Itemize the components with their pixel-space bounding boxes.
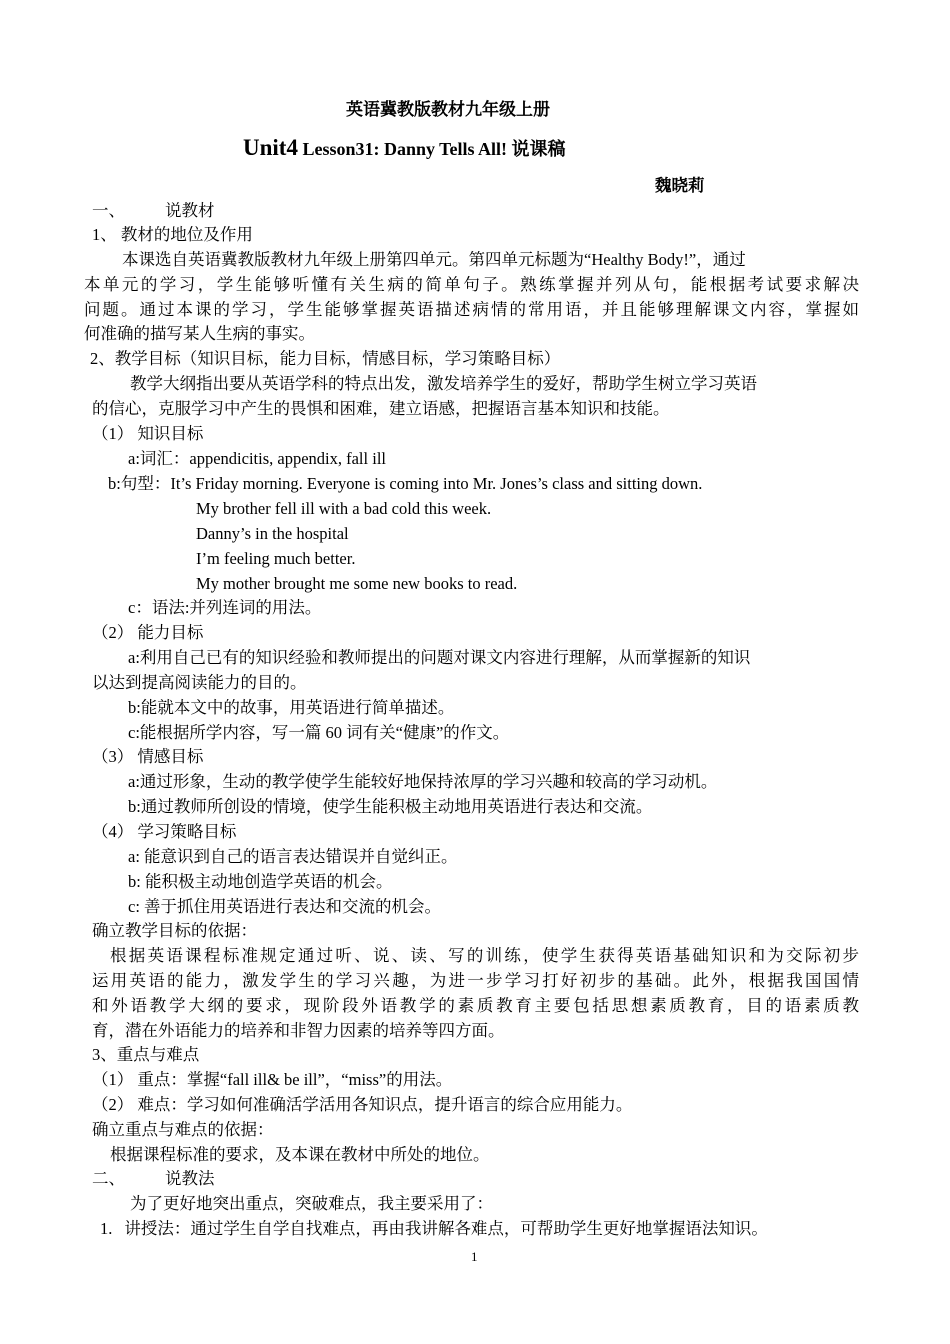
subsection-2-heading: 2、教学目标（知识目标，能力目标，情感目标，学习策略目标） [90, 349, 561, 368]
method-intro: 为了更好地突出重点，突破难点，我主要采用了： [130, 1194, 493, 1213]
sentence-example: My mother brought me some new books to read. [196, 574, 518, 593]
goals-basis-heading: 确立教学目标的依据： [92, 921, 257, 940]
points-basis-heading: 确立重点与难点的依据： [92, 1120, 274, 1139]
sentence-example: My brother fell ill with a bad cold this week. [196, 499, 492, 518]
author-name: 魏晓莉 [655, 176, 705, 195]
strategy-item: c: 善于抓住用英语进行表达和交流的机会。 [128, 897, 442, 916]
emotion-item: b:通过教师所创设的情境，使学生能积极主动地用英语进行表达和交流。 [128, 797, 653, 816]
method-item [100, 1217, 768, 1241]
method-item-number: 1. [100, 1219, 113, 1238]
section-1-title: 说教材 [165, 201, 215, 220]
strategy-goals-heading: （4） 学习策略目标 [92, 822, 237, 841]
document-title: 英语冀教版教材九年级上册 [346, 100, 550, 119]
ability-item: a:利用自己已有的知识经验和教师提出的问题对课文内容进行理解，从而掌握新的知识 [128, 648, 751, 667]
paragraph-line: 何准确的描写某人生病的事实。 [84, 324, 315, 343]
strategy-item: a: 能意识到自己的语言表达错误并自觉纠正。 [128, 847, 458, 866]
emotion-item: a:通过形象，生动的教学使学生能较好地保持浓厚的学习兴趣和较高的学习动机。 [128, 772, 718, 791]
page-number: 1 [471, 1249, 478, 1264]
sentence-example: I’m feeling much better. [196, 549, 356, 568]
paragraph-line: 本课选自英语冀教版教材九年级上册第四单元。第四单元标题为“Healthy Body!”，通过 [122, 250, 746, 269]
paragraph-line: 问题。通过本课的学习，学生能够掌握英语描述病情的常用语，并且能够理解课文内容，掌握如 [84, 300, 859, 319]
ability-item-continued: 以达到提高阅读能力的目的。 [92, 673, 307, 692]
paragraph-line: 运用英语的能力，激发学生的学习兴趣，为进一步学习打好初步的基础。此外，根据我国国情 [92, 971, 859, 990]
section-1-heading [92, 199, 215, 223]
strategy-item: b: 能积极主动地创造学英语的机会。 [128, 872, 393, 891]
ability-item: c:能根据所学内容，写一篇 60 词有关“健康”的作文。 [128, 723, 510, 742]
knowledge-goals-heading: （1） 知识目标 [92, 424, 204, 443]
section-1-number: 一、 [92, 201, 125, 220]
document-subtitle [243, 134, 566, 163]
key-point-item: （1） 重点：掌握“fall ill& be ill”，“miss”的用法。 [92, 1070, 453, 1089]
ability-item: b:能就本文中的故事，用英语进行简单描述。 [128, 698, 455, 717]
section-2-title: 说教法 [165, 1169, 215, 1188]
section-2-number: 二、 [92, 1169, 125, 1188]
points-basis-text: 根据课程标准的要求，及本课在教材中所处的地位。 [110, 1145, 490, 1164]
lesson-title: Lesson31: Danny Tells All! 说课稿 [297, 139, 566, 159]
subsection-3-heading: 3、重点与难点 [92, 1045, 200, 1064]
difficult-point-item: （2） 难点：学习如何准确活学活用各知识点，提升语言的综合应用能力。 [92, 1095, 633, 1114]
sentence-pattern-item: b:句型：It’s Friday morning. Everyone is coming into Mr. Jones’s class and sitting down. [108, 474, 703, 493]
paragraph-line: 的信心，克服学习中产生的畏惧和困难，建立语感，把握语言基本知识和技能。 [92, 399, 670, 418]
section-2-heading [92, 1167, 215, 1191]
ability-goals-heading: （2） 能力目标 [92, 623, 204, 642]
subsection-1-heading: 1、 教材的地位及作用 [92, 225, 253, 244]
emotion-goals-heading: （3） 情感目标 [92, 747, 204, 766]
vocabulary-item: a:词汇：appendicitis, appendix, fall ill [128, 449, 386, 468]
method-item-text: 讲授法：通过学生自学自找难点，再由我讲解各难点，可帮助学生更好地掌握语法知识。 [124, 1219, 768, 1238]
paragraph-line: 教学大纲指出要从英语学科的特点出发，激发培养学生的爱好，帮助学生树立学习英语 [130, 374, 757, 393]
sentence-example: Danny’s in the hospital [196, 524, 349, 543]
paragraph-line: 和外语教学大纲的要求，现阶段外语教学的素质教育主要包括思想素质教育，目的语素质教 [92, 996, 859, 1015]
unit-label: Unit4 [243, 135, 298, 160]
paragraph-line: 本单元的学习，学生能够听懂有关生病的简单句子。熟练掌握并列从句，能根据考试要求解决 [84, 275, 859, 294]
paragraph-line: 育，潜在外语能力的培养和非智力因素的培养等四方面。 [92, 1021, 505, 1040]
paragraph-line: 根据英语课程标准规定通过听、说、读、写的训练，使学生获得英语基础知识和为交际初步 [110, 946, 859, 965]
grammar-item: c：语法:并列连词的用法。 [128, 598, 322, 617]
